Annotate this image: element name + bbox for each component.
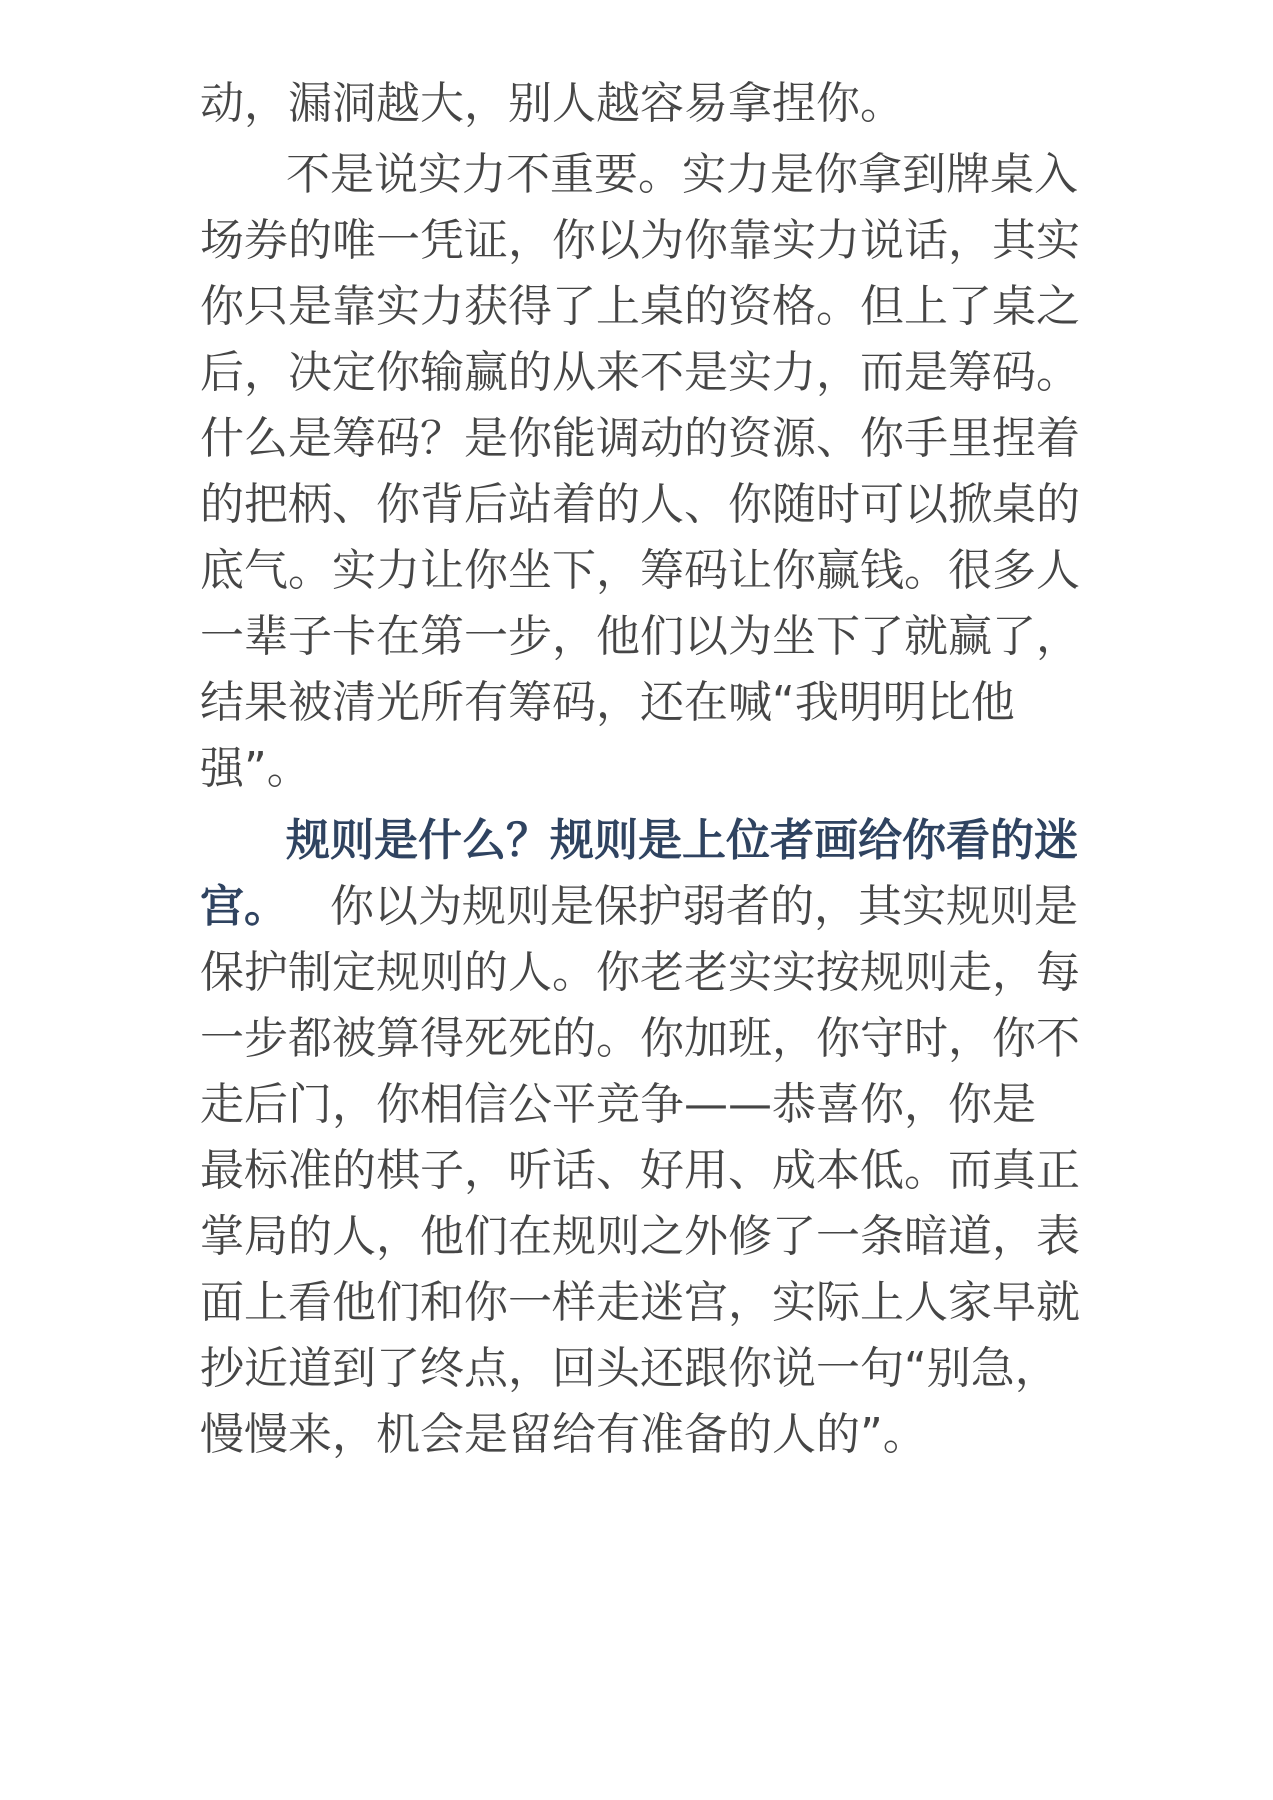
paragraph-3-line: 掌局的人，他们在规则之外修了一条暗道，表 — [200, 1211, 1080, 1262]
paragraph-3-line: 保护制定规则的人。你老老实实按规则走，每 — [200, 947, 1080, 998]
paragraph-2-line: 什么是筹码？是你能调动的资源、你手里捏着 — [200, 413, 1080, 464]
paragraph-2-line: 你只是靠实力获得了上桌的资格。但上了桌之 — [200, 281, 1080, 332]
paragraph-2-line: 底气。实力让你坐下，筹码让你赢钱。很多人 — [200, 545, 1080, 596]
paragraph-3-line: 一步都被算得死死的。你加班，你守时，你不 — [200, 1013, 1080, 1064]
paragraph-2-line: 结果被清光所有筹码，还在喊“我明明比他 — [200, 677, 1015, 728]
paragraph-3-line: 慢慢来，机会是留给有准备的人的”。 — [200, 1409, 927, 1460]
paragraph-3-line: 面上看他们和你一样走迷宫，实际上人家早就 — [200, 1277, 1080, 1328]
paragraph-3-heading-end: 宫。 — [200, 881, 288, 932]
paragraph-3-line: 最标准的棋子，听话、好用、成本低。而真正 — [200, 1145, 1080, 1196]
paragraph-2-line: 后，决定你输赢的从来不是实力，而是筹码。 — [200, 347, 1080, 398]
paragraph-2-line: 场券的唯一凭证，你以为你靠实力说话，其实 — [200, 215, 1080, 266]
paragraph-3-heading: 规则是什么？规则是上位者画给你看的迷 — [286, 815, 1078, 866]
paragraph-2-line: 的把柄、你背后站着的人、你随时可以掀桌的 — [200, 479, 1080, 530]
paragraph-3-line: 你以为规则是保护弱者的，其实规则是 — [330, 881, 1078, 932]
paragraph-2-line: 不是说实力不重要。实力是你拿到牌桌入 — [286, 149, 1078, 200]
paragraph-1-line: 动，漏洞越大，别人越容易拿捏你。 — [200, 78, 904, 129]
paragraph-3-line: 抄近道到了终点，回头还跟你说一句“别急， — [200, 1343, 1059, 1394]
paragraph-2-line: 一辈子卡在第一步，他们以为坐下了就赢了， — [200, 611, 1080, 662]
paragraph-3-line: 走后门，你相信公平竞争——恭喜你，你是 — [200, 1079, 1036, 1130]
paragraph-2-line: 强”。 — [200, 743, 311, 794]
